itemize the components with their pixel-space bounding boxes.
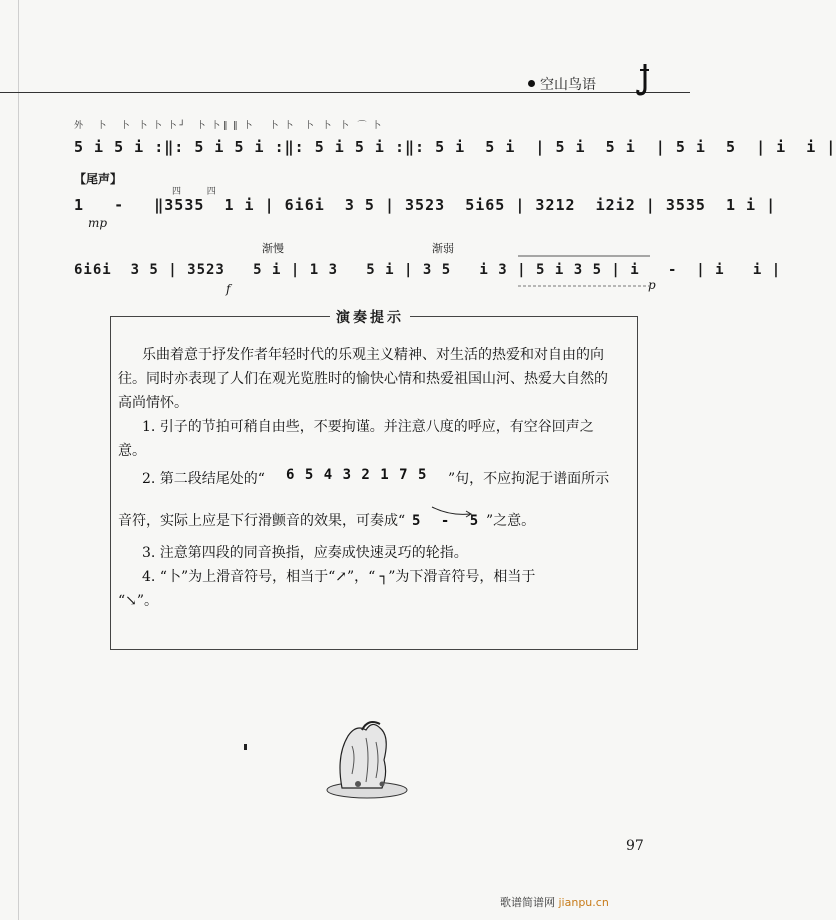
footer-watermark [500,894,609,910]
tips-p1-line3: 高尚情怀。 [118,395,188,411]
section-label-coda: 【尾声】 [74,172,123,186]
score-line2: 1 - ‖3535 1 i | 6i6i 3 5 | 3523 5i65 | 3212 i2i2 | 3535 1 i | [74,196,777,214]
tips-p3-suffix: ”句，不应拘泥于谱面所示 [448,471,610,487]
page-number: 97 [626,838,644,854]
tips-p1-line2: 往。同时亦表现了人们在观光览胜时的愉快心情和热爱祖国山河、热爱大自然的 [118,371,608,387]
tips-p6-line1: 4. “卜”为上滑音符号，相当于“↗”，“ ┐”为下滑音符号，相当于 [142,569,536,585]
tips-p4-prefix: 音符，实际上应是下行滑颤音的效果，可奏成“ [118,513,406,529]
tremolo-lines-icon [510,252,660,292]
tips-p6-line2: “↘”。 [118,593,159,609]
footer-site: 歌谱简谱网 [500,896,555,909]
tips-p1-line1: 乐曲着意于抒发作者年轻时代的乐观主义精神、对生活的热爱和对自由的向 [142,347,604,363]
score-line2-marks: 四 四 [172,187,216,197]
clef-decoration-icon [636,62,650,96]
ink-speck [244,744,247,750]
tips-p4-notes: 5 - 5 [412,513,485,529]
tempo-mark-slowing: 渐慢 [262,242,284,255]
tips-p2-line2: 意。 [118,443,146,459]
rock-garden-illustration [322,716,412,800]
tips-p4-suffix: ”之意。 [486,513,536,529]
score-line1: 5 i 5 i :‖: 5 i 5 i :‖: 5 i 5 i :‖: 5 i 5 i | 5 i 5 i | 5 i 5 | i i | [74,138,836,156]
tips-p2-line1: 1. 引子的节拍可稍自由些，不要拘谨。并注意八度的呼应，有空谷回声之 [142,419,594,435]
tips-p3-prefix: 2. 第二段结尾处的“ [142,471,265,487]
dynamic-f: f [226,282,231,296]
tips-p3-notes: 6 5 4 3 2 1 7 5 [286,467,428,483]
score-line3: 6i6i 3 5 | 3523 5 i | 1 3 5 i | 3 5 i 3 | 5 i 3 5 | i - | i i | [74,262,782,278]
dynamic-mp: mp [88,216,108,230]
bullet-icon [528,80,535,87]
tempo-mark-fading: 渐弱 [432,242,454,255]
score-line1-ornaments: 外 卜 卜 卜 卜 卜 ┘ 卜 卜 ‖ ‖ 卜 卜 卜 卜 卜 卜 ⌒ 卜 [74,121,382,131]
footer-url: jianpu.cn [558,896,609,909]
page-gutter-line [18,0,19,920]
tips-title: 演奏提示 [330,307,410,327]
chapter-tag: 空山鸟语 [540,77,596,93]
glide-arrow-icon [430,504,474,518]
tips-p5: 3. 注意第四段的同音换指，应奏成快速灵巧的轮指。 [142,545,468,561]
dynamic-p: p [648,278,656,292]
